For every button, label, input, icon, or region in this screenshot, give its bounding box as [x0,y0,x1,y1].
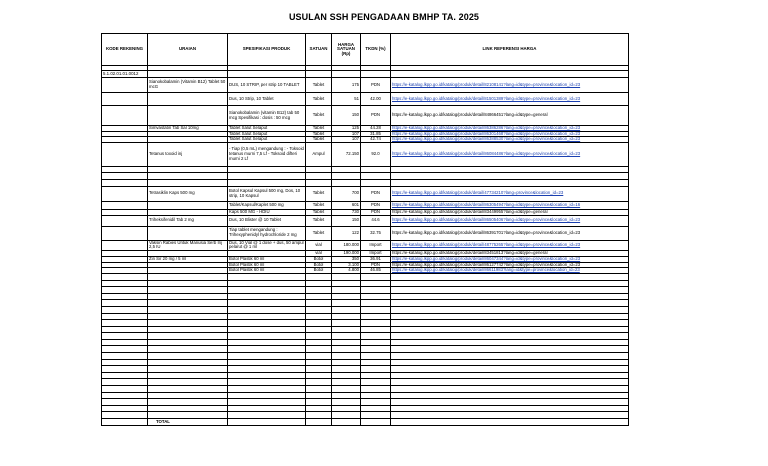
reference-link[interactable]: https://e-katalog.lkpp.go.id/katalog/produk/detail/83449955?lang=id&type=general [392,209,548,214]
table-row-empty [102,412,629,419]
cell-harga: 175 [332,78,361,93]
cell-tkdn: PDN [361,78,391,93]
header-tkdn: TKDN (%) [361,34,391,66]
cell-tkdn: 92.0 [361,142,391,166]
cell-satuan: Botol [306,262,332,268]
cell-tkdn: Import [361,250,391,256]
cell-tkdn: 44.28 [361,126,391,132]
table-row [102,215,629,226]
cell-tkdn: 31.85 [361,131,391,137]
cell-satuan: Tablet [306,209,332,215]
cell-harga: 72.150 [332,142,361,166]
reference-link[interactable]: https://e-katalog.lkpp.go.id/katalog/produk/detail/48775265?lang=id&type=province&location_id=23 [392,241,581,247]
table-row [102,240,629,250]
cell-spesifikasi: Botol Kapsul Kapsul 500 mg, Dos, 10 strip, 10 Kapsul [228,186,306,201]
header-kode: KODE REKENING [102,34,148,66]
cell-tkdn: 46.85 [361,268,391,274]
table-row-empty [102,366,629,373]
table-row [102,106,629,126]
reference-link[interactable]: https://e-katalog.lkpp.go.id/katalog/produk/detail/82108141?lang=id&type=province&location_id=23 [392,81,581,87]
cell-harga: 730 [332,209,361,215]
table-row-empty [102,306,629,313]
cell-link [391,226,629,240]
cell-harga: 700 [332,186,361,201]
header-satuan: SATUAN [306,34,332,66]
kode-rekening: 5.1.02.01.01.0012 [102,71,148,78]
cell-uraian: Triheksifenidil Tab 2 mg [148,215,228,226]
table-row-empty [102,293,629,300]
cell-satuan: Tablet [306,226,332,240]
cell-link [391,240,629,250]
cell-tkdn: Import [361,240,391,250]
cell-uraian: Vaksin Rabies Untuk Manusia Serb Inj 2,5 IU [148,240,228,250]
header-link: LINK REFERENSI HARGA [391,34,629,66]
cell-harga: 3.100 [332,262,361,268]
cell-tkdn: 42.00 [361,93,391,106]
cell-harga: 107 [332,131,361,137]
cell-tkdn: 42.74 [361,137,391,143]
cell-link [391,186,629,201]
cell-kode [102,93,148,106]
cell-spesifikasi: Tablet/Kapsul/Kaplet 500 mg [228,201,306,209]
table-row-empty [102,333,629,340]
cell-kode [102,142,148,166]
cell-spesifikasi: Kaps 500 MG - HDIU [228,209,306,215]
cell-harga: 122 [332,226,361,240]
total-label: TOTAL [148,419,228,426]
reference-link[interactable]: https://e-katalog.lkpp.go.id/katalog/produk/detail/84866451?lang=id&type=general [392,112,548,118]
ssh-table [101,33,629,426]
cell-spesifikasi: Dus, 10 Vial @ 1 dose + dus, 50 ampul pelarut @ 1 ml [229,240,304,250]
table-row-empty [102,372,629,379]
ssh-sheet [101,33,628,426]
cell-tkdn: PDN [361,106,391,126]
cell-uraian: Zin Sir 20 mg / 5 ml [148,256,228,262]
cell-harga: 107 [332,137,361,143]
cell-spesifikasi: Dus, 10 Blister @ 10 Tablet [228,215,306,226]
cell-harga: 350 [332,256,361,262]
cell-harga: 150 [332,106,361,126]
cell-harga: 180.000 [332,240,361,250]
cell-tkdn: 44.6 [361,215,391,226]
table-row-empty [102,353,629,360]
cell-tkdn: PDN [361,186,391,201]
cell-kode [102,201,148,209]
cell-kode [102,226,148,240]
reference-link[interactable]: https://e-katalog.lkpp.go.id/katalog/produk/detail/86084486?lang=id&type=province&location_id=23 [392,150,581,156]
reference-link[interactable]: https://e-katalog.lkpp.go.id/katalog/produk/detail/86127742?lang=id&type=province&location_id=23 [392,262,581,267]
table-row [102,78,629,93]
reference-link[interactable]: https://e-katalog.lkpp.go.id/katalog/produk/detail/86047344?lang=id&type=province&location_id=23 [392,256,581,261]
cell-spesifikasi: - Tiap (0,5 mL) mengandung : - Toksoid tetanus murni 7,5 Lf - Toksoid difteri murni 2 Lf [228,142,306,166]
cell-tkdn: PDN [361,201,391,209]
cell-spesifikasi: Dus, 10 Strip, 10 Tablet [228,93,306,106]
cell-spesifikasi: Tablet Salut Selaput [228,131,306,137]
cell-uraian [148,226,228,240]
cell-uraian [148,106,228,126]
cell-link [391,78,629,93]
table-row-empty [102,386,629,393]
cell-satuan: Tablet [306,215,332,226]
cell-harga: 51 [332,93,361,106]
header-uraian: URAIAN [148,34,228,66]
reference-link[interactable]: https://e-katalog.lkpp.go.id/katalog/produk/detail/86391701?lang=id&type=province&location_id=23 [392,229,581,235]
cell-spesifikasi: Tablet Salut Selaput [228,126,306,132]
cell-satuan: Tablet [306,201,332,209]
cell-tkdn: 32.75 [361,226,391,240]
cell-link [391,142,629,166]
cell-link [391,201,629,209]
cell-uraian: Tetrasiklin Kaps 500 mg [148,186,228,201]
cell-harga: 125 [332,126,361,132]
table-row-empty [102,280,629,287]
cell-harga: 190.000 [332,250,361,256]
cell-satuan: vial [306,250,332,256]
table-row-empty [102,346,629,353]
cell-kode [102,78,148,93]
table-row [102,186,629,201]
cell-harga: 150 [332,215,361,226]
cell-spesifikasi: Tiap tablet mengandung : Trihexyphenidyl hydrochloride 2 mg [228,226,306,240]
cell-satuan: Tablet [306,137,332,143]
cell-spesifikasi: Botol Plastik 60 ml [228,262,306,268]
cell-satuan: Botol [306,256,332,262]
cell-spesifikasi: Botol Plastik 60 ml [228,268,306,274]
cell-harga: 4.800 [332,268,361,274]
table-row [102,142,629,166]
total-row [102,419,629,426]
reference-link[interactable]: https://e-katalog.lkpp.go.id/katalog/produk/detail/47734210?lang=province&location_id=23 [392,190,564,196]
header-harga: HARGA SATUAN (Rp) [332,34,361,66]
cell-satuan: Tablet [306,106,332,126]
table-row [102,226,629,240]
table-row-empty [102,313,629,320]
reference-link[interactable]: https://e-katalog.lkpp.go.id/katalog/produk/detail/86611983?lang=id&type=province&location_id=23 [392,267,580,273]
cell-link [391,215,629,226]
table-row-empty [102,405,629,412]
reference-link[interactable]: https://e-katalog.lkpp.go.id/katalog/produk/detail/86301468?lang=id&type=province&location_id=23 [392,131,581,136]
reference-link[interactable]: https://e-katalog.lkpp.go.id/katalog/produk/detail/86386286?lang=id&type=province&location_id=23 [392,125,581,130]
table-row-empty [102,300,629,307]
table-row-empty [102,320,629,327]
cell-uraian [148,93,228,106]
cell-uraian: Tetanus toxoid inj [148,142,228,166]
cell-satuan: Tablet [306,186,332,201]
table-row-empty [102,392,629,399]
table-row-empty [102,359,629,366]
cell-harga: 601 [332,201,361,209]
table-row [102,93,629,106]
page-title: USULAN SSH PENGADAAN BMHP TA. 2025 [288,12,480,22]
cell-spesifikasi: Tablet Salut Selaput [228,137,306,143]
table-row-empty [102,326,629,333]
cell-kode [102,106,148,126]
cell-satuan: Tablet [306,126,332,132]
table-row-empty [102,399,629,406]
cell-tkdn: 36.91 [361,256,391,262]
cell-spesifikasi: DUS, 10 STRIP, per strip 10 TABLET [228,78,306,93]
cell-uraian [148,201,228,209]
cell-satuan: Ampul [306,142,332,166]
cell-satuan: Tablet [306,131,332,137]
header-spesifikasi: SPESIFIKASI PRODUK [228,34,306,66]
cell-tkdn: PDN [361,262,391,268]
reference-link[interactable]: https://e-katalog.lkpp.go.id/katalog/produk/detail/86505406?lang=id&type=province&location_id=23 [392,217,581,223]
cell-spesifikasi: Botol Plastik 60 ml [228,256,306,262]
cell-kode [102,215,148,226]
reference-link[interactable]: https://e-katalog.lkpp.go.id/katalog/produk/detail/83451813?lang=id&type=general [392,250,548,255]
table-row-empty [102,379,629,386]
reference-link[interactable]: https://e-katalog.lkpp.go.id/katalog/produk/detail/81501389?lang=id&type=province&location_id=23 [392,95,581,101]
reference-link[interactable]: https://e-katalog.lkpp.go.id/katalog/produk/detail/86388530?lang=id&type=province&location_id=23 [392,136,581,142]
cell-spesifikasi: Sianokobalamin (vitamin B12) tab 50 mcg Spesifikasi : dosis : 50 mcg [228,106,306,126]
table-row-empty [102,173,629,180]
reference-link[interactable]: https://e-katalog.lkpp.go.id/katalog/produk/detail/86305494?lang=id&type=province&location_id=16 [392,201,581,207]
cell-satuan: Tablet [306,93,332,106]
table-row-empty [102,287,629,294]
cell-uraian: Simvastatin Tab Sal 10mg [148,126,228,132]
cell-tkdn: PDN [361,209,391,215]
table-row-empty [102,166,629,173]
cell-kode [102,186,148,201]
table-row-empty [102,339,629,346]
table-row-empty [102,273,629,280]
cell-link [391,93,629,106]
cell-satuan: Tablet [306,78,332,93]
cell-link [391,106,629,126]
table-row-empty [102,179,629,186]
cell-satuan: Botol [306,268,332,274]
cell-uraian: Sianokobalamin (Vitamin B12) Tablet 50 mcG [148,78,228,93]
cell-satuan: vial [306,240,332,250]
table-row [102,201,629,209]
cell-kode [102,240,148,250]
